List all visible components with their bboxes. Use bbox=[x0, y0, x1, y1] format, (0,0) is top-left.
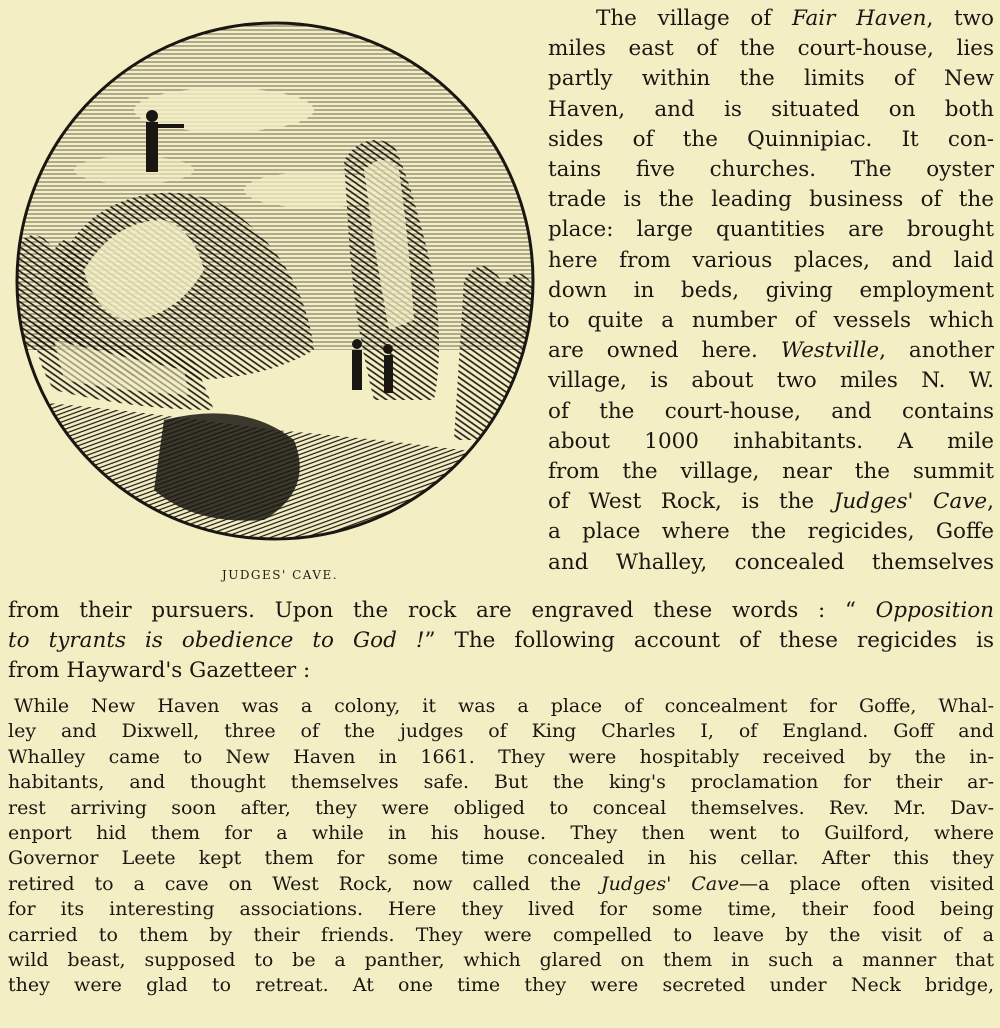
text-run: habitants, and thought themselves safe. But the king's proclamation for their ar- bbox=[8, 771, 994, 794]
text-line bbox=[8, 846, 994, 871]
text-line bbox=[8, 897, 994, 922]
text-line bbox=[548, 125, 994, 155]
text-line bbox=[8, 626, 994, 656]
text-line bbox=[8, 770, 994, 795]
text-line bbox=[548, 64, 994, 94]
text-line bbox=[8, 948, 994, 973]
italic-text: Judges' Cave bbox=[833, 489, 988, 515]
text-line bbox=[8, 821, 994, 846]
text-run: , bbox=[987, 489, 994, 515]
figure-caption: JUDGES' CAVE. bbox=[221, 568, 339, 582]
italic-text: to tyrants is obedience to God ! bbox=[8, 628, 425, 653]
text-run: from their pursuers. Upon the rock are engraved these words : “ bbox=[8, 598, 876, 623]
text-run: down in beds, giving employment bbox=[548, 277, 994, 303]
text-run: Governor Leete kept them for some time concealed in his cellar. After this they bbox=[8, 847, 994, 870]
text-run: and Whalley, concealed themselves bbox=[548, 549, 994, 575]
text-run: to quite a number of vessels which bbox=[548, 308, 994, 334]
text-run: enport hid them for a while in his house. They then went to Guilford, where bbox=[8, 822, 994, 845]
text-line bbox=[8, 596, 994, 626]
text-run: sides of the Quinnipiac. It con- bbox=[548, 126, 994, 152]
text-run: here from various places, and laid bbox=[548, 247, 994, 273]
text-line bbox=[548, 397, 994, 427]
italic-text: Fair Haven bbox=[792, 6, 927, 31]
text-line bbox=[548, 306, 994, 336]
text-run: of the court-house, and contains bbox=[548, 398, 994, 424]
text-line bbox=[8, 872, 994, 897]
text-run: for its interesting associations. Here they lived for some time, their food being bbox=[8, 898, 994, 921]
text-run: —a place often visited bbox=[739, 872, 994, 895]
text-line bbox=[548, 246, 994, 276]
text-run: , two bbox=[926, 6, 994, 31]
text-run: miles east of the court-house, lies bbox=[548, 36, 994, 62]
text-line bbox=[548, 427, 994, 457]
italic-text: Judges' Cave bbox=[600, 872, 740, 895]
text-line bbox=[548, 215, 994, 245]
text-line bbox=[8, 656, 994, 686]
text-line bbox=[8, 745, 994, 770]
text-run: from Hayward's Gazetteer : bbox=[8, 658, 311, 683]
text-run: wild beast, supposed to be a panther, which glared on them in such a manner that bbox=[8, 949, 994, 972]
text-line bbox=[548, 366, 994, 396]
text-line bbox=[548, 517, 994, 547]
text-run: they were glad to retreat. At one time they were secreted under Neck bridge, bbox=[8, 974, 994, 997]
text-run: ley and Dixwell, three of the judges of King Charles I, of England. Goff and bbox=[8, 720, 994, 743]
text-line bbox=[8, 973, 994, 998]
text-line bbox=[548, 276, 994, 306]
text-run: retired to a cave on West Rock, now called the bbox=[8, 872, 601, 895]
text-line bbox=[8, 694, 994, 719]
text-line bbox=[8, 719, 994, 744]
text-line bbox=[8, 796, 994, 821]
text-run: are owned here. bbox=[548, 338, 781, 364]
text-line bbox=[548, 487, 994, 517]
text-run: carried to them by their friends. They were compelled to leave by the visit of a bbox=[8, 923, 994, 946]
text-run: While New Haven was a colony, it was a place of concealment for Goffe, Whal- bbox=[14, 695, 994, 717]
text-run: of West Rock, is the bbox=[548, 489, 834, 515]
right-column-text bbox=[548, 4, 994, 578]
text-run: trade is the leading business of the bbox=[548, 187, 994, 213]
text-line bbox=[548, 95, 994, 125]
text-line bbox=[548, 336, 994, 366]
text-run: village, is about two miles N. W. bbox=[548, 368, 994, 394]
text-line bbox=[548, 548, 994, 578]
text-line bbox=[8, 923, 994, 948]
italic-text: Opposition bbox=[875, 598, 994, 623]
gazetteer-paragraph bbox=[8, 694, 994, 999]
text-run: rest arriving soon after, they were obliged to conceal themselves. Rev. Mr. Dav- bbox=[8, 796, 994, 819]
continuation-text bbox=[8, 596, 994, 686]
text-run: about 1000 inhabitants. A mile bbox=[548, 428, 994, 454]
text-run: Haven, and is situated on both bbox=[548, 96, 994, 122]
text-line bbox=[548, 4, 994, 34]
text-run: place: large quantities are brought bbox=[548, 217, 994, 243]
text-line bbox=[548, 185, 994, 215]
text-line bbox=[548, 457, 994, 487]
text-run: The village of bbox=[596, 6, 793, 31]
text-run: partly within the limits of New bbox=[548, 66, 994, 92]
text-run: tains five churches. The oyster bbox=[548, 157, 994, 183]
text-run: , another bbox=[879, 338, 994, 364]
text-run: from the village, near the summit bbox=[548, 459, 994, 485]
text-run: Whalley came to New Haven in 1661. They were hospitably received by the in- bbox=[8, 745, 994, 768]
text-line bbox=[548, 34, 994, 64]
judges-cave-engraving bbox=[14, 20, 536, 542]
text-run: a place where the regicides, Goffe bbox=[548, 519, 994, 545]
italic-text: Westville bbox=[780, 338, 880, 364]
text-line bbox=[548, 155, 994, 185]
text-run: ” The following account of these regicides is bbox=[424, 628, 994, 653]
